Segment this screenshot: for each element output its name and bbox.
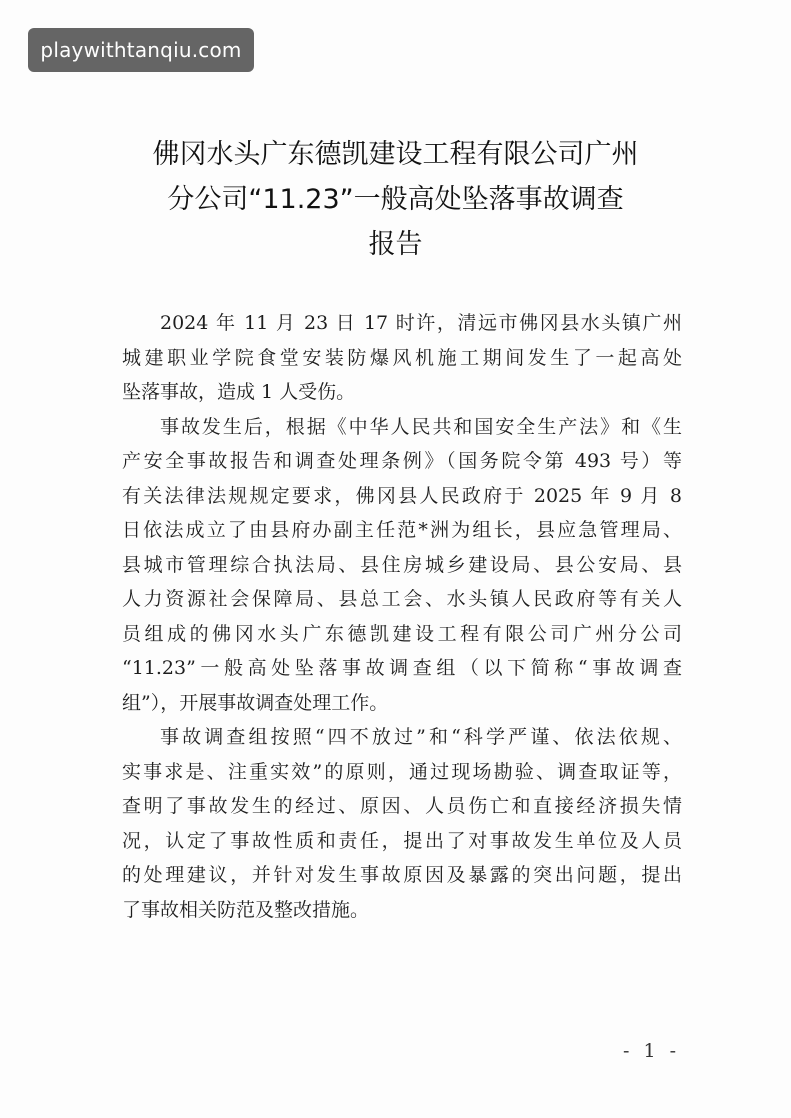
paragraph-investigation-principles xyxy=(122,720,682,927)
text-line: 坠落事故，造成 1 人受伤。 xyxy=(122,381,356,403)
title-line: 佛冈水头广东德凯建设工程有限公司广州 xyxy=(152,139,639,170)
text-line: 实事求是、注重实效”的原则，通过现场勘验、调查取证等， xyxy=(122,760,682,783)
title-line: 报告 xyxy=(368,229,423,260)
text-line: 有关法律法规规定要求，佛冈县人民政府于 2025 年 9 月 8 xyxy=(122,484,682,507)
paragraph-investigation-team xyxy=(122,410,682,721)
text-line: 县城市管理综合执法局、县住房城乡建设局、县公安局、县 xyxy=(122,553,682,576)
text-line: 事故发生后，根据《中华人民共和国安全生产法》和《生 xyxy=(160,415,682,438)
text-line: 查明了事故发生的经过、原因、人员伤亡和直接经济损失情 xyxy=(122,795,682,817)
text-line: 了事故相关防范及整改措施。 xyxy=(122,898,370,921)
watermark-badge: playwithtanqiu.com xyxy=(28,28,254,72)
text-line: 组”），开展事故调查处理工作。 xyxy=(122,691,389,714)
document-title xyxy=(110,132,681,267)
text-line: 2024 年 11 月 23 日 17 时许，清远市佛冈县水头镇广州 xyxy=(160,312,682,334)
text-line: 日依法成立了由县府办副主任范*洲为组长，县应急管理局、 xyxy=(122,519,682,541)
text-line: 况，认定了事故性质和责任，提出了对事故发生单位及人员 xyxy=(122,829,682,852)
text-line: “11.23”一般高处坠落事故调查组（以下简称“事故调查 xyxy=(122,657,682,679)
text-line: 的处理建议，并针对发生事故原因及暴露的突出问题，提出 xyxy=(122,864,682,886)
text-line: 人力资源社会保障局、县总工会、水头镇人民政府等有关人 xyxy=(122,588,682,610)
document-body xyxy=(122,306,682,927)
title-line: 分公司“11.23”一般高处坠落事故调查 xyxy=(167,184,624,215)
paragraph-incident-summary xyxy=(122,306,682,410)
text-line: 产安全事故报告和调查处理条例》（国务院令第 493 号）等 xyxy=(122,450,682,472)
text-line: 城建职业学院食堂安装防爆风机施工期间发生了一起高处 xyxy=(122,346,682,369)
page-number: - 1 - xyxy=(622,1040,680,1062)
text-line: 事故调查组按照“四不放过”和“科学严谨、依法依规、 xyxy=(160,726,682,748)
text-line: 员组成的佛冈水头广东德凯建设工程有限公司广州分公司 xyxy=(122,622,682,645)
